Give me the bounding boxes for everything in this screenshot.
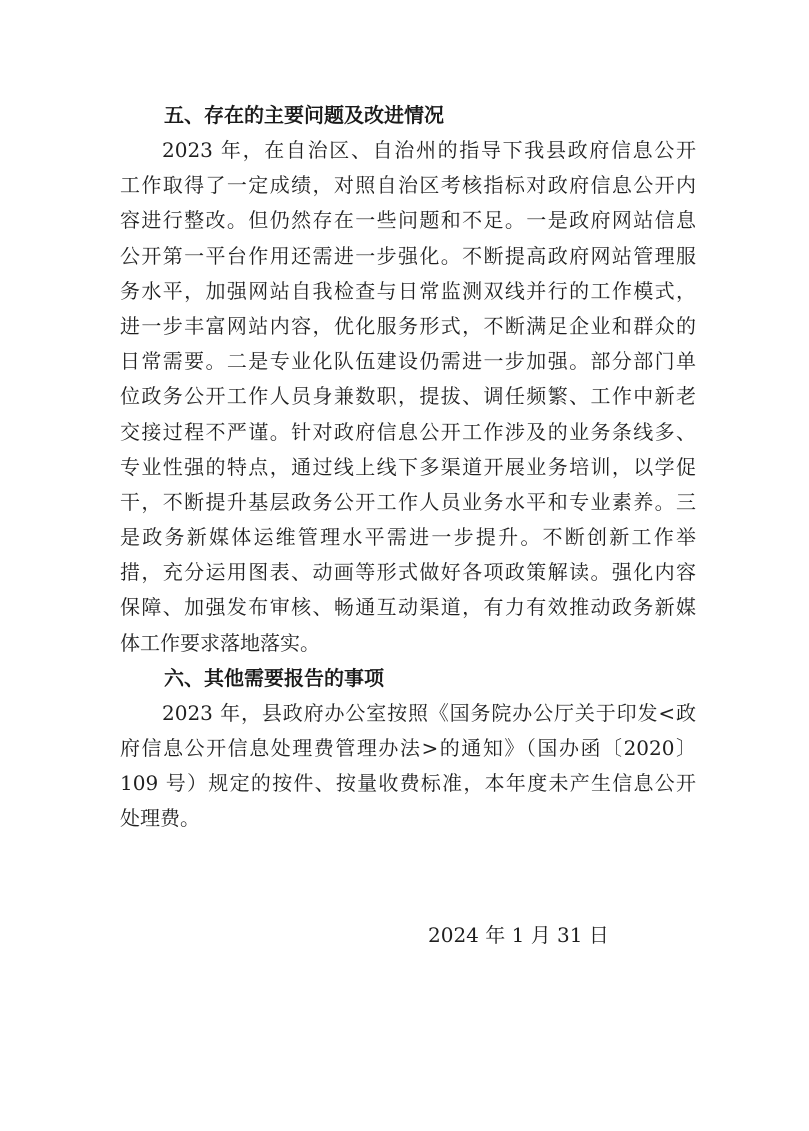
document-date: 2024 年 1 月 31 日 — [428, 923, 609, 947]
paragraph-line: 处理费。 — [120, 806, 200, 831]
paragraph-line: 109 号）规定的按件、按量收费标准，本年度未产生信息公开 — [120, 771, 696, 796]
section-paragraph-other-matters — [120, 696, 696, 837]
paragraph-line: 2023 年，县政府办公室按照《国务院办公厅关于印发<政 — [162, 700, 696, 725]
section-heading-other-matters: 六、其他需要报告的事项 — [164, 665, 384, 690]
paragraph-line: 工作取得了一定成绩，对照自治区考核指标对政府信息公开内 — [120, 173, 696, 198]
paragraph-line: 府信息公开信息处理费管理办法>的通知》（国办函〔2020〕 — [120, 736, 696, 760]
paragraph-line: 容进行整改。但仍然存在一些问题和不足。一是政府网站信息 — [120, 208, 696, 233]
paragraph-line: 进一步丰富网站内容，优化服务形式，不断满足企业和群众的 — [120, 313, 696, 338]
paragraph-line: 位政务公开工作人员身兼数职，提拔、调任频繁、工作中新老 — [120, 384, 696, 409]
paragraph-line: 务水平，加强网站自我检查与日常监测双线并行的工作模式， — [120, 278, 696, 303]
paragraph-line: 是政务新媒体运维管理水平需进一步提升。不断创新工作举 — [120, 525, 696, 550]
paragraph-line: 公开第一平台作用还需进一步强化。不断提高政府网站管理服 — [120, 243, 696, 268]
paragraph-line: 交接过程不严谨。针对政府信息公开工作涉及的业务条线多、 — [120, 419, 696, 444]
paragraph-line: 专业性强的特点，通过线上线下多渠道开展业务培训，以学促 — [120, 454, 696, 479]
document-body — [120, 98, 696, 837]
section-paragraph-problems — [120, 133, 696, 661]
paragraph-line: 日常需要。二是专业化队伍建设仍需进一步加强。部分部门单 — [120, 349, 696, 374]
paragraph-line: 措，充分运用图表、动画等形式做好各项政策解读。强化内容 — [120, 560, 696, 585]
section-heading-problems: 五、存在的主要问题及改进情况 — [164, 103, 444, 127]
paragraph-line: 2023 年，在自治区、自治州的指导下我县政府信息公开 — [162, 138, 696, 162]
paragraph-line: 体工作要求落地落实。 — [120, 630, 320, 655]
paragraph-line: 保障、加强发布审核、畅通互动渠道，有力有效推动政务新媒 — [120, 595, 696, 620]
paragraph-line: 干，不断提升基层政务公开工作人员业务水平和专业素养。三 — [120, 489, 696, 514]
